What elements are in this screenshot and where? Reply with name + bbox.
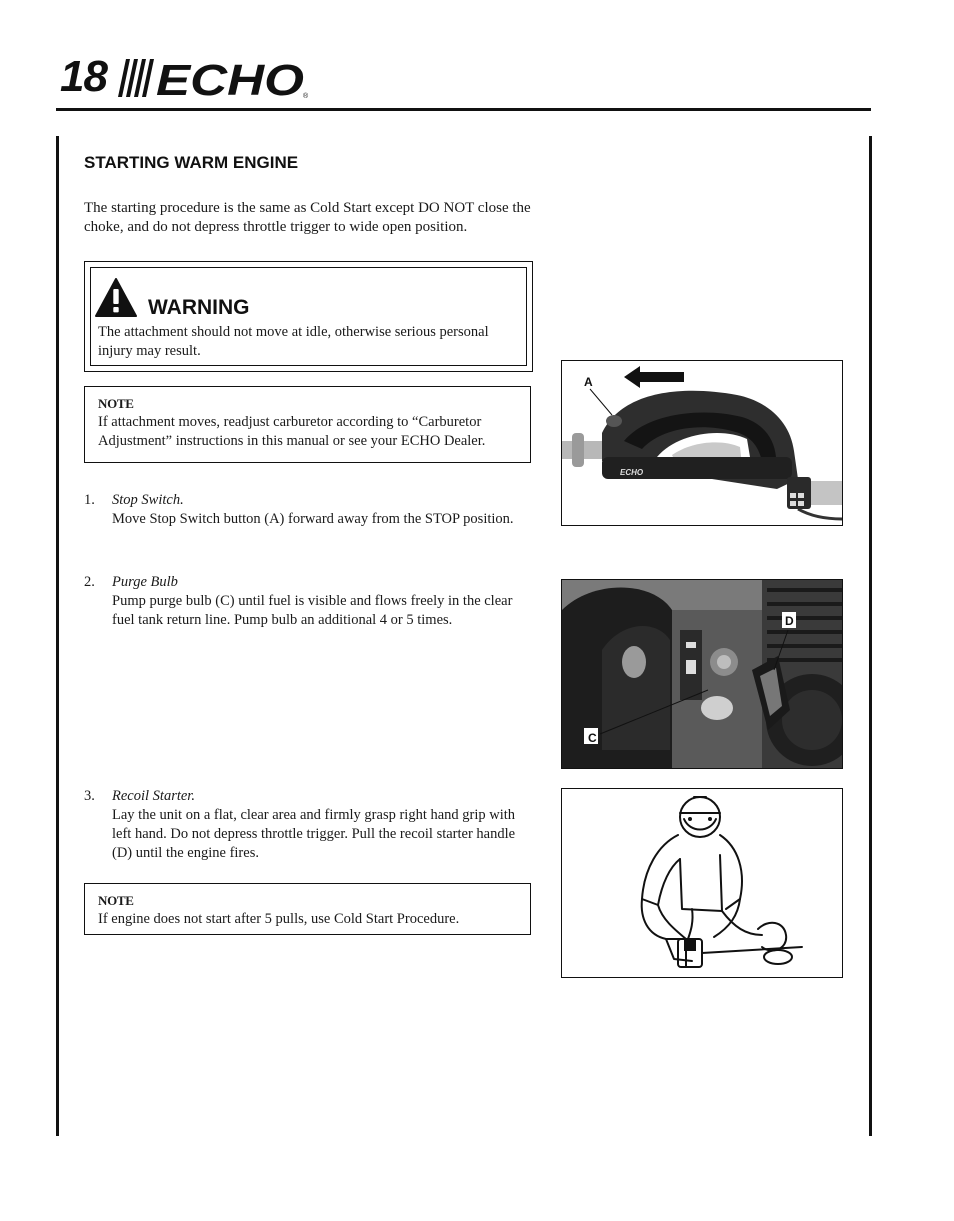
header-rule (56, 108, 871, 111)
warning-box (84, 261, 533, 372)
figure-purge-bulb (561, 579, 843, 769)
step-title: Recoil Starter. (112, 788, 195, 804)
step-stop-switch (84, 491, 536, 551)
step-body: Lay the unit on a flat, clear area and firmly grasp right hand grip with left hand. Do not depress throttle trigger. Pull the recoil starter handle (D) until the engine fires. (112, 807, 516, 861)
step-number: 1. (84, 492, 95, 508)
section-title: STARTING WARM ENGINE (84, 153, 299, 172)
warning-triangle-icon (95, 278, 137, 318)
warning-title: WARNING (148, 296, 250, 319)
step-body: Move Stop Switch button (A) forward away from the STOP position. (112, 511, 514, 527)
figure-recoil-starter (561, 788, 843, 978)
step-purge-bulb (84, 573, 536, 633)
logo-wordmark: ECHO (156, 57, 304, 99)
step-body: Pump purge bulb (C) until fuel is visible and flows freely in the clear fuel tank return line. Pump bulb an additional 4 or 5 times. (112, 593, 513, 628)
note-label: NOTE (98, 893, 134, 908)
note-text: If attachment moves, readjust carburetor according to “Carburetor Adjustment” instructions in this manual or see your ECHO Dealer. (98, 414, 486, 449)
echo-logo (116, 57, 312, 99)
note-box-cold-start (84, 883, 531, 935)
step-recoil-starter (84, 787, 536, 867)
right-margin-rule (869, 136, 872, 1136)
intro-paragraph: The starting procedure is the same as Cold Start except DO NOT close the choke, and do not depress throttle trigger to wide open position. (84, 200, 531, 235)
step-number: 3. (84, 788, 95, 804)
page-number: 18 (60, 52, 107, 101)
warning-text: The attachment should not move at idle, otherwise serious personal injury may result. (98, 324, 489, 359)
purge-bulb-illustration (562, 580, 842, 768)
grip-brand-text: ECHO (620, 468, 644, 477)
note-box-carburetor (84, 386, 531, 463)
label-c: C (588, 731, 597, 745)
step-number: 2. (84, 574, 95, 590)
step-title: Stop Switch. (112, 492, 184, 508)
step-title: Purge Bulb (112, 574, 178, 590)
left-margin-rule (56, 136, 59, 1136)
label-d: D (785, 614, 794, 628)
label-a: A (584, 375, 593, 389)
stop-switch-illustration (562, 361, 842, 525)
svg-text:®: ® (303, 93, 309, 99)
note-label: NOTE (98, 396, 134, 411)
operator-illustration (562, 789, 842, 977)
figure-stop-switch (561, 360, 843, 526)
note-text: If engine does not start after 5 pulls, use Cold Start Procedure. (98, 911, 460, 927)
warning-box-inner (90, 267, 527, 366)
